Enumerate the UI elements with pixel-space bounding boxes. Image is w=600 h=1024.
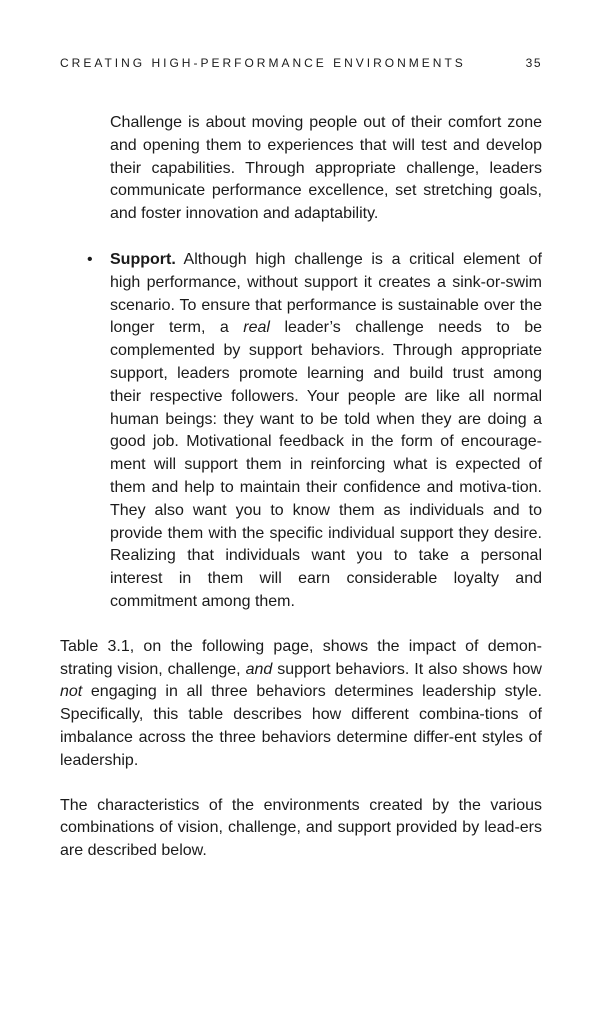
support-heading: Support. (110, 250, 176, 268)
page-content (60, 112, 542, 863)
table-reference-paragraph (60, 636, 542, 773)
running-head (60, 56, 542, 70)
table-para-text-1: Table 3.1, on the following page, shows the impact of demon-strating vision, challenge, (60, 637, 542, 678)
page-number: 35 (525, 56, 542, 70)
support-text-2: leader’s challenge needs to be complemented by support behaviors. Through appropriate support, leaders promote learning and build trust among their respective followers. Your people are like all normal human beings: they want to be told when they are doing a good job. Motivational feedback in the form of encourage-ment will support them in reinforcing what is expected of them and help to maintain their confidence and motiva-tion. They also want you to know them as individuals and to provide them with the specific individual support they desire. Realizing that individuals want you to take a personal interest in them will earn considerable loyalty and commitment among them. (110, 319, 543, 610)
support-text-1: Although high challenge is a critical element of high performance, without support it creates a sink-or-swim scenario. To ensure that performance is sustainable over the longer term, a (110, 250, 542, 337)
support-paragraph (110, 249, 542, 614)
support-bullet-item (60, 249, 542, 614)
challenge-paragraph: Challenge is about moving people out of their comfort zone and opening them to experiences that will test and develop their capabilities. Through appropriate challenge, leaders communicate performance excellence, set stretching goals, and foster innovation and adaptability. (110, 114, 542, 223)
table-para-emphasis-1: and (245, 660, 273, 678)
bullet-marker: • (87, 250, 93, 268)
table-para-emphasis-2: not (60, 683, 83, 701)
running-title: CREATING HIGH-PERFORMANCE ENVIRONMENTS (60, 56, 466, 70)
table-para-text-2: support behaviors. It also shows how (272, 660, 542, 678)
final-paragraph: The characteristics of the environments created by the various combinations of vision, challenge, and support provided by lead-ers are described below. (60, 796, 542, 860)
support-emphasis: real (243, 319, 270, 337)
table-para-text-3: engaging in all three behaviors determines leadership style. Specifically, this table describes how different combina-tions of imbalance across the three behaviors determine differ-ent styles of leadership. (60, 683, 542, 769)
